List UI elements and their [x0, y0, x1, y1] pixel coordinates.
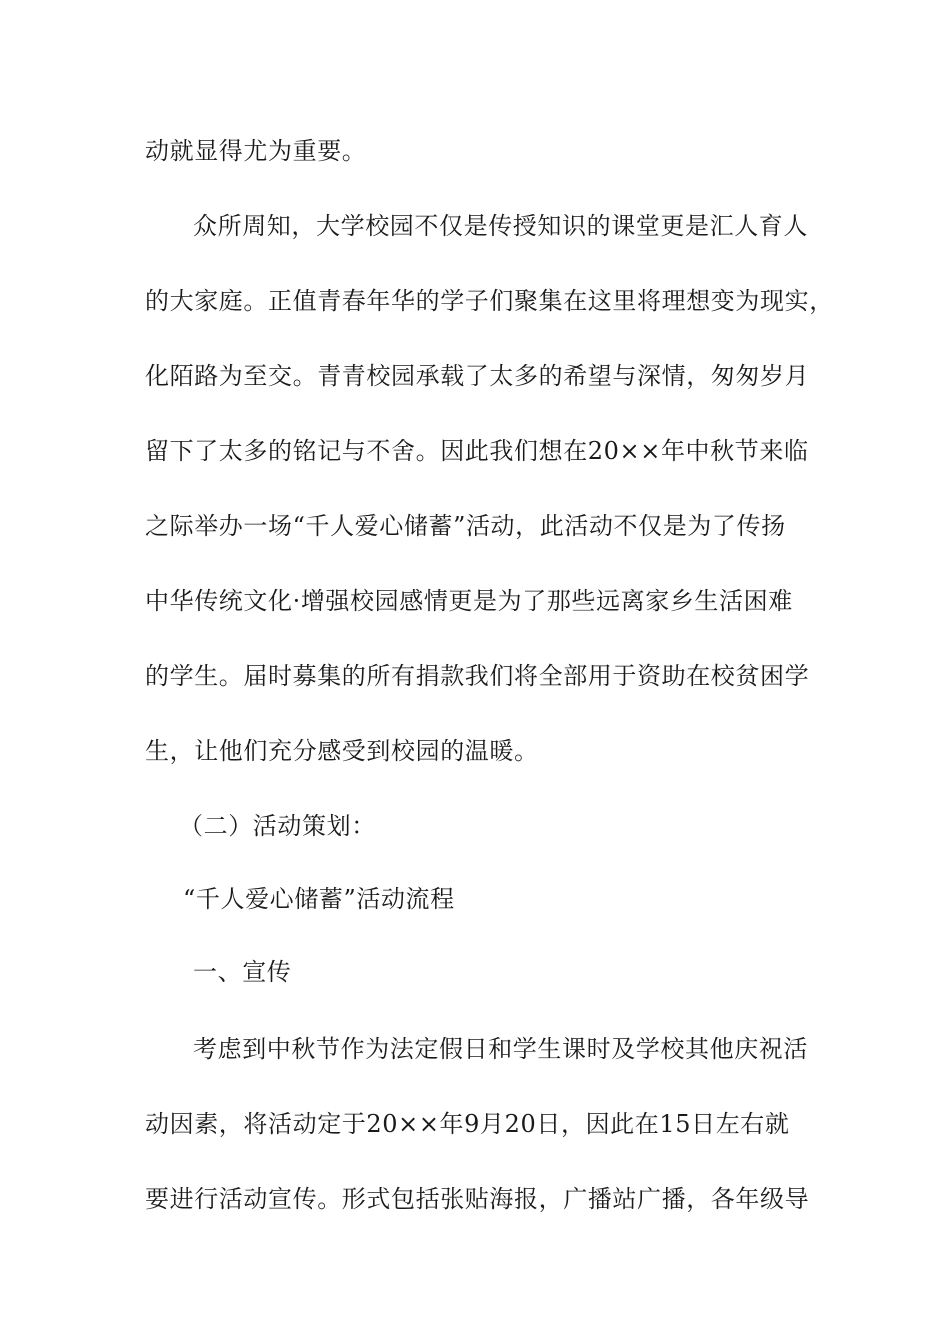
paragraph-line: 要进行活动宣传。形式包括张贴海报，广播站广播，各年级导 [145, 1185, 810, 1213]
paragraph-line: 之际举办一场“千人爱心储蓄”活动，此活动不仅是为了传扬 [145, 512, 786, 540]
paragraph-line: 的大家庭。正值青春年华的学子们聚集在这里将理想变为现实， [145, 287, 834, 315]
paragraph-line: 动因素，将活动定于20××年9月20日，因此在15日左右就 [145, 1110, 790, 1138]
paragraph-line: 生，让他们充分感受到校园的温暖。 [145, 737, 539, 765]
paragraph-line: 中华传统文化·增强校园感情更是为了那些远离家乡生活困难 [145, 587, 793, 615]
paragraph-line: 众所周知，大学校园不仅是传授知识的课堂更是汇人育人 [193, 212, 808, 240]
subsection-heading: 一、宣传 [193, 958, 292, 986]
paragraph-line: 的学生。届时募集的所有捐款我们将全部用于资助在校贫困学 [145, 662, 810, 690]
paragraph-line: 动就显得尤为重要。 [145, 137, 367, 165]
paragraph-line: 化陌路为至交。青青校园承载了太多的希望与深情，匆匆岁月 [145, 362, 810, 390]
paragraph-line: 考虑到中秋节作为法定假日和学生课时及学校其他庆祝活 [193, 1035, 808, 1063]
paragraph-line: 留下了太多的铭记与不舍。因此我们想在20××年中秋节来临 [145, 437, 809, 465]
subsection-heading: “千人爱心储蓄”活动流程 [183, 885, 455, 913]
section-heading: （二）活动策划： [179, 812, 376, 840]
